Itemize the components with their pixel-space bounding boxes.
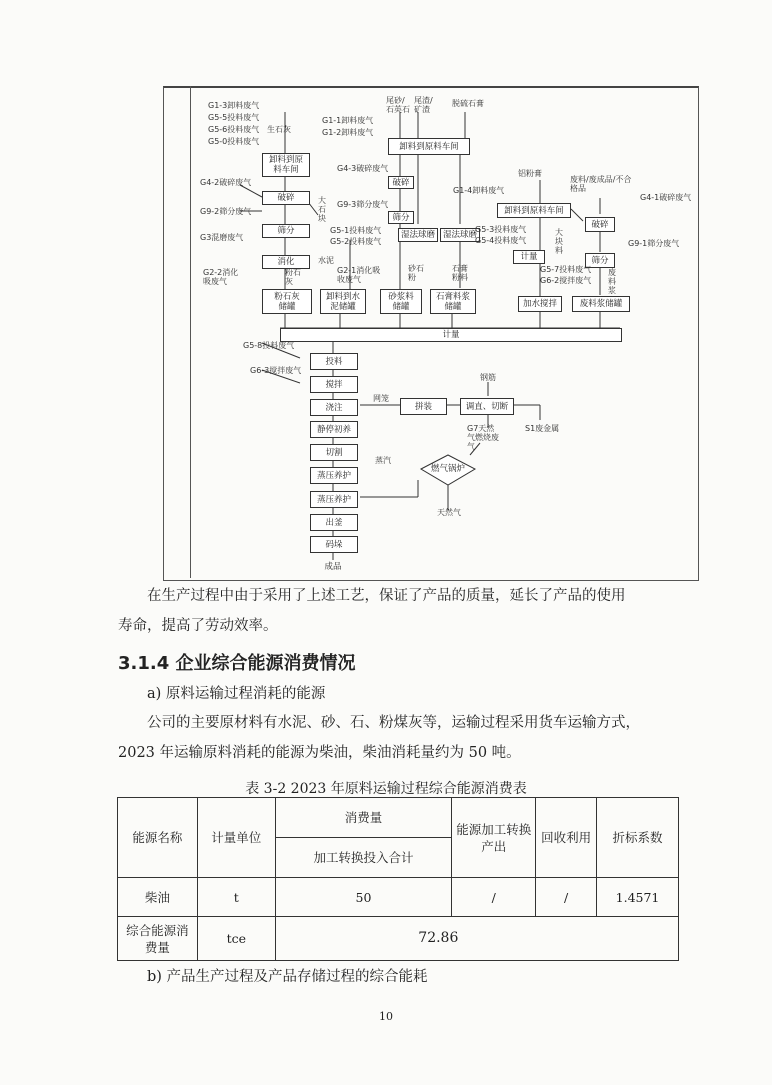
cell-total-label: 综合能源消费量 — [118, 917, 198, 961]
label-mesh-cage: 网笼 — [373, 394, 389, 403]
label-g5-7: G5-7投料废气 — [540, 265, 592, 274]
label-slag: 尾渣/ 矿渣 — [414, 96, 433, 114]
paragraph-process-benefit-cont — [118, 611, 678, 641]
label-g4-2: G4-2破碎废气 — [200, 178, 252, 187]
cell-diesel: 柴油 — [118, 878, 198, 917]
label-rebar: 钢筋 — [480, 373, 496, 382]
box-stack: 码垛 — [310, 536, 358, 553]
label-g2-1: G2-1消化吸 收废气 — [337, 266, 381, 284]
label-g9-2: G9-2筛分废气 — [200, 207, 252, 216]
label-s1: S1废金属 — [525, 424, 560, 433]
box-crush-left: 破碎 — [262, 191, 310, 205]
label-cement: 水泥 — [318, 256, 334, 265]
label-lime: 生石灰 — [267, 125, 291, 134]
label-g5-6: G5-6投料废气 — [208, 125, 260, 134]
header-recycle: 回收利用 — [536, 798, 597, 878]
label-g4-3: G4-3破碎废气 — [337, 164, 389, 173]
header-conversion-output: 能源加工转换产出 — [452, 798, 536, 878]
label-g9-3: G9-3筛分废气 — [337, 200, 389, 209]
box-crush-middle: 破碎 — [388, 176, 414, 189]
box-rebar-cut: 调直、切断 — [460, 398, 514, 415]
label-raw-sand: 尾砂/ 石英石 — [386, 96, 410, 114]
paragraph-process-benefit — [118, 581, 678, 611]
energy-table — [117, 797, 679, 961]
table-caption: 表 3-2 2023 年原料运输过程综合能源消费表 — [245, 781, 527, 797]
box-wet-mill-2: 湿法球磨 — [440, 228, 480, 242]
label-g5-8: G5-8投料废气 — [243, 341, 295, 350]
paragraph-line: 在生产过程中由于采用了上述工艺，保证了产品的质量，延长了产品的使用 — [147, 588, 626, 604]
box-unload-right: 卸料到原料车间 — [497, 203, 571, 218]
box-product: 成品 — [324, 562, 342, 572]
label-g4-1: G4-1破碎废气 — [640, 193, 692, 202]
box-sand-storage: 砂浆料 储罐 — [380, 289, 422, 314]
label-g6-3: G6-3搅拌废气 — [250, 366, 302, 375]
label-natural-gas: 天然气 — [437, 508, 461, 517]
box-slurry-storage: 废料浆储罐 — [572, 296, 630, 312]
label-g6-2: G6-2搅拌废气 — [540, 276, 592, 285]
header-energy-name: 能源名称 — [118, 798, 198, 878]
box-meter-right: 计量 — [513, 250, 545, 264]
label-lime-powder: 粉石 灰 — [285, 268, 301, 286]
box-wet-mill-1: 湿法球磨 — [398, 228, 438, 242]
box-static-cure: 静停初养 — [310, 421, 358, 438]
box-unload-raw: 卸料到原料车间 — [388, 138, 470, 155]
label-g3: G3混磨废气 — [200, 233, 244, 242]
box-unload-lime: 卸料到原 料车间 — [262, 153, 310, 177]
box-cement-storage: 卸料到水 泥储罐 — [320, 289, 366, 314]
label-g1-2: G1-2卸料废气 — [322, 128, 374, 137]
box-water-mix: 加水搅拌 — [518, 296, 562, 312]
box-lime-storage: 粉石灰 储罐 — [262, 289, 312, 314]
page-number: 10 — [379, 1010, 393, 1023]
label-sand-powder: 砂石 粉 — [408, 264, 424, 282]
label-big-block: 大 块 料 — [555, 228, 563, 255]
box-digest: 消化 — [262, 255, 310, 269]
label-steam: 蒸汽 — [375, 456, 391, 465]
label-big-stone: 大 石 块 — [318, 196, 326, 223]
box-metering: 计量 — [280, 328, 622, 342]
cell-coefficient-value: 1.4571 — [597, 878, 679, 917]
label-gypsum-top: 脱硫石膏 — [452, 99, 484, 108]
box-out: 出釜 — [310, 514, 358, 531]
box-assemble: 拼装 — [400, 398, 447, 415]
label-g5-2: G5-2投料废气 — [330, 237, 382, 246]
label-g7: G7天然 气燃烧废 气 — [467, 424, 499, 451]
box-cut: 切割 — [310, 444, 358, 461]
paragraph-line: 寿命，提高了劳动效率。 — [118, 618, 278, 634]
table-row — [118, 917, 679, 961]
label-gypsum-powder: 石膏 粉料 — [452, 264, 468, 282]
cell-input-value: 50 — [275, 878, 452, 917]
paragraph-materials — [118, 708, 678, 738]
paragraph-materials-cont — [118, 738, 678, 768]
cell-unit-tce: tce — [197, 917, 275, 961]
box-sieve-right: 筛分 — [585, 253, 615, 268]
section-heading: 3.1.4 企业综合能源消费情况 — [118, 653, 356, 674]
header-conversion-input: 加工转换投入合计 — [275, 838, 452, 878]
paragraph-line: 2023 年运输原料消耗的能源为柴油，柴油消耗量约为 50 吨。 — [118, 745, 521, 761]
header-unit: 计量单位 — [197, 798, 275, 878]
box-gypsum-storage: 石膏料浆 储罐 — [430, 289, 476, 314]
label-g9-1: G9-1筛分废气 — [628, 239, 680, 248]
subheading-a: a) 原料运输过程消耗的能源 — [147, 686, 326, 702]
label-aluminium-paste: 铝粉膏 — [518, 169, 542, 178]
label-g5-1: G5-1投料废气 — [330, 226, 382, 235]
label-g1-4: G1-4卸料废气 — [453, 186, 505, 195]
box-crush-right: 破碎 — [585, 217, 615, 232]
label-waste-slurry: 废 料 浆 — [608, 268, 616, 295]
label-g5-4: G5-4投料废气 — [475, 236, 527, 245]
cell-total-value: 72.86 — [275, 917, 678, 961]
header-consumption: 消费量 — [275, 798, 452, 838]
label-g5-5: G5-5投料废气 — [208, 113, 260, 122]
label-g5-3: G5-3投料废气 — [475, 225, 527, 234]
subheading-b: b) 产品生产过程及产品存储过程的综合能耗 — [147, 969, 428, 985]
box-sieve-left: 筛分 — [262, 224, 310, 238]
header-coefficient: 折标系数 — [597, 798, 679, 878]
box-mix: 搅拌 — [310, 376, 358, 393]
label-g1-1: G1-1卸料废气 — [322, 116, 374, 125]
box-feed: 投料 — [310, 353, 358, 370]
box-autoclave-1: 蒸压养护 — [310, 467, 358, 484]
paragraph-line: 公司的主要原材料有水泥、砂、石、粉煤灰等，运输过程采用货车运输方式， — [147, 715, 640, 731]
cell-output-value: / — [452, 878, 536, 917]
box-boiler: 燃气锅炉 — [430, 464, 465, 474]
label-g2-2: G2-2消化 吸废气 — [203, 268, 239, 286]
table-row — [118, 878, 679, 917]
box-sieve-middle: 筛分 — [388, 211, 414, 224]
label-g5-0: G5-0投料废气 — [208, 137, 260, 146]
cell-recycle-value: / — [536, 878, 597, 917]
label-g1-3: G1-3卸料废气 — [208, 101, 260, 110]
label-reject-material: 废料/废成品/不合 格品 — [570, 175, 632, 193]
box-autoclave-2: 蒸压养护 — [310, 491, 358, 508]
box-pour: 浇注 — [310, 399, 358, 416]
cell-unit-t: t — [197, 878, 275, 917]
